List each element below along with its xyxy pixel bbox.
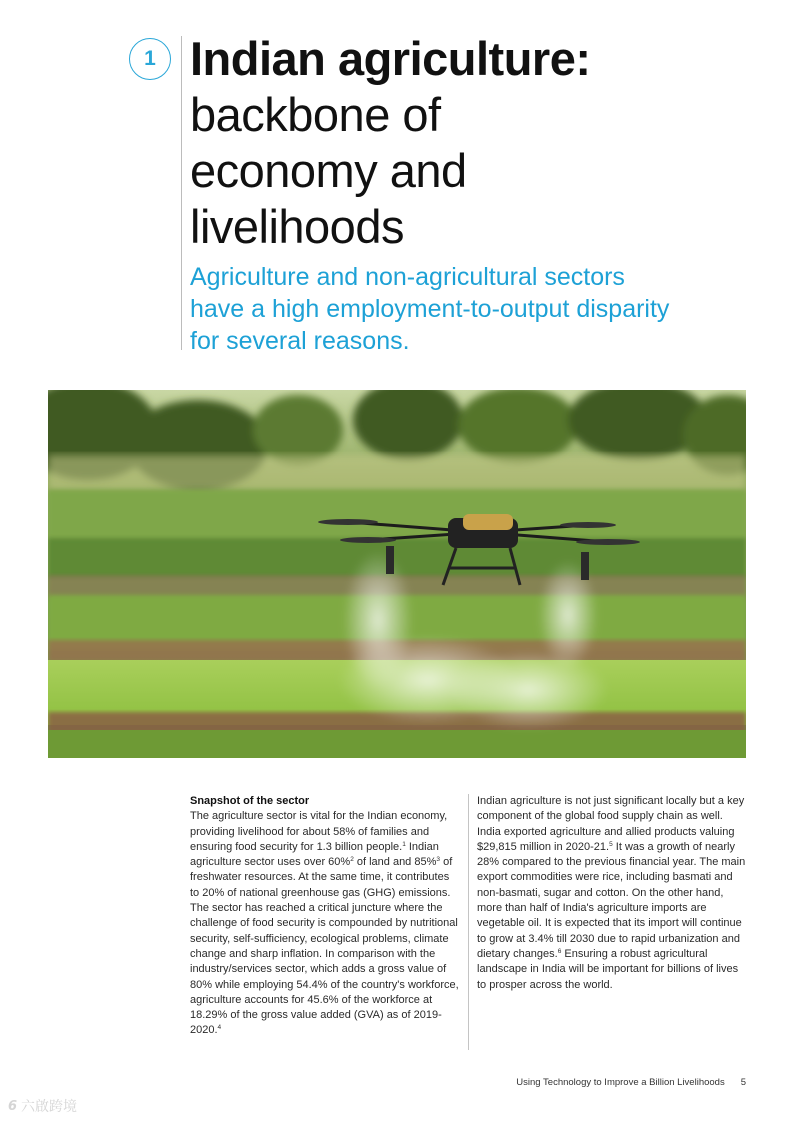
snapshot-text-4: of freshwater resources. At the same time, it contributes to 20% of national greenhouse gas (GHG) emissions. The sector has reached a critical juncture where the challenge of food security is compounded by nutritional security, self-sufficiency, ecological problems, climate change and sharp inflation. In comparison with the industry/services sector, which adds a gross value of 80% while employing 54.4% of the country's workforce, agriculture accounts for 45.6% of the workforce at 18.29% of the gross value added (GVA) as of 2019-2020. <box>190 856 459 1037</box>
drone-photo <box>48 390 746 758</box>
chapter-number-badge <box>129 38 171 80</box>
title-divider <box>181 36 182 350</box>
exports-text-1: Indian agriculture is not just significant locally but a key component of the global food supply chain as well. India exported agriculture and allied products valuing $29,815 million in 2020-21. <box>477 795 745 853</box>
column-divider <box>468 794 469 1050</box>
footnote-ref-2: 2 <box>350 856 354 864</box>
snapshot-text-2: Indian agriculture sector uses over 60% <box>190 840 439 869</box>
footer-title: Using Technology to Improve a Billion Livelihoods <box>516 1077 725 1088</box>
page-subtitle: Agriculture and non-agricultural sectors have a high employment-to-output disparity for several reasons. <box>190 263 670 355</box>
snapshot-text-1: The agriculture sector is vital for the Indian economy, providing livelihood for about 58% of families and ensuring food security for 1.3 billion people. <box>190 810 448 853</box>
footnote-ref-6: 6 <box>557 947 562 955</box>
watermark-logo-icon: 6 <box>8 1098 18 1114</box>
snapshot-paragraph <box>190 809 460 1038</box>
page-title <box>190 31 750 255</box>
page-number: 5 <box>740 1077 746 1088</box>
footnote-ref-4: 4 <box>217 1024 222 1032</box>
title-line-1: Indian agriculture: <box>190 32 591 85</box>
footnote-ref-3: 3 <box>436 856 441 864</box>
footnote-ref-1: 1 <box>402 840 406 848</box>
snapshot-text-3: of land and 85% <box>353 856 437 869</box>
title-line-4: livelihoods <box>190 200 404 253</box>
exports-text-3: Ensuring a robust agricultural landscape in India will be important for billions of lives to prosper across the world. <box>477 947 739 991</box>
exports-paragraph <box>477 794 749 993</box>
footnote-ref-5: 5 <box>609 840 613 848</box>
drone-spraying-field-photo-icon <box>48 390 746 758</box>
snapshot-column <box>190 794 460 1039</box>
title-line-2: backbone of <box>190 88 441 141</box>
exports-column <box>477 794 749 993</box>
watermark-text: 六啟跨境 <box>21 1099 78 1115</box>
page-footer <box>516 1077 746 1088</box>
title-line-3: economy and <box>190 144 467 197</box>
exports-text-2: It was a growth of nearly 28% compared to the previous financial year. The main export commodities were rice, including basmati and non-basmati, sugar and cotton. On the other hand, more than half of India's agriculture imports are vegetable oil. It is expected that its import will continue to grow at 3.4% till 2030 due to rapid urbanization and dietary changes. <box>477 840 746 960</box>
watermark <box>8 1096 77 1116</box>
snapshot-heading: Snapshot of the sector <box>190 795 310 807</box>
chapter-number: 1 <box>144 47 156 70</box>
